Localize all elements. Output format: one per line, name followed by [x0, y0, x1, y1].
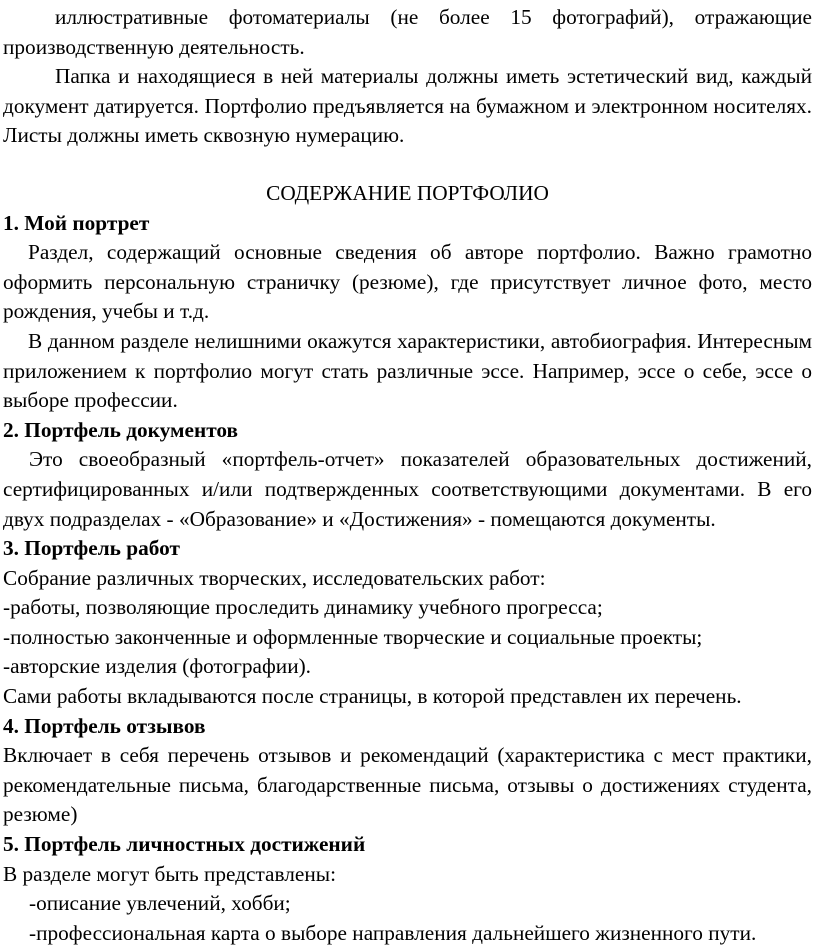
section-3-tail: Сами работы вкладываются после страницы, в которой представлен их перечень. — [3, 684, 742, 709]
contents-title: СОДЕРЖАНИЕ ПОРТФОЛИО — [266, 180, 549, 205]
section-1-paragraph-2: В данном разделе нелишними окажутся характеристики, автобиография. Интересным приложением к портфолио могут стать различные эссе. Например, эссе о себе, эссе о выборе профессии. — [3, 328, 812, 413]
section-4-heading: 4. Портфель отзывов — [3, 713, 206, 738]
section-3-lead: Собрание различных творческих, исследовательских работ: — [3, 565, 546, 590]
section-1-paragraph-1: Раздел, содержащий основные сведения об авторе портфолио. Важно грамотно оформить персональную страничку (резюме), где присутствует личное фото, место рождения, учебы и т.д. — [3, 240, 812, 324]
section-3-item-2: -полностью законченные и оформленные творческие и социальные проекты; — [3, 624, 703, 649]
section-3-item-3: -авторские изделия (фотографии). — [3, 654, 312, 679]
section-5-heading: 5. Портфель личностных достижений — [3, 832, 366, 857]
section-5-item-2: -профессиональная карта о выборе направления дальнейшего жизненного пути. — [29, 920, 757, 945]
section-1-heading: 1. Мой портрет — [3, 210, 150, 235]
section-3-heading: 3. Портфель работ — [3, 536, 180, 561]
intro-paragraph-1: иллюстративные фотоматериалы (не более 15 фотографий), отражающие производственную деятельность. — [3, 5, 812, 59]
section-3-item-1: -работы, позволяющие проследить динамику учебного прогресса; — [3, 595, 603, 620]
section-4-paragraph-1: Включает в себя перечень отзывов и рекомендаций (характеристика с мест практики, рекомендательные письма, благодарственные письма, отзывы о достижениях студента, резюме) — [3, 743, 812, 827]
section-5-item-1: -описание увлечений, хобби; — [29, 891, 291, 916]
intro-paragraph-2: Папка и находящиеся в ней материалы должны иметь эстетический вид, каждый документ датируется. Портфолио предъявляется на бумажном и электронном носителях. Листы должны иметь сквозную нумерацию. — [3, 64, 812, 148]
section-2-heading: 2. Портфель документов — [3, 417, 239, 442]
section-5-lead: В разделе могут быть представлены: — [3, 861, 336, 886]
section-2-paragraph-1: Это своеобразный «портфель-отчет» показателей образовательных достижений, сертифицированных и/или подтвержденных соответствующими документами. В его двух подразделах - «Образование» и «Достижения» - помещаются документы. — [3, 447, 812, 531]
